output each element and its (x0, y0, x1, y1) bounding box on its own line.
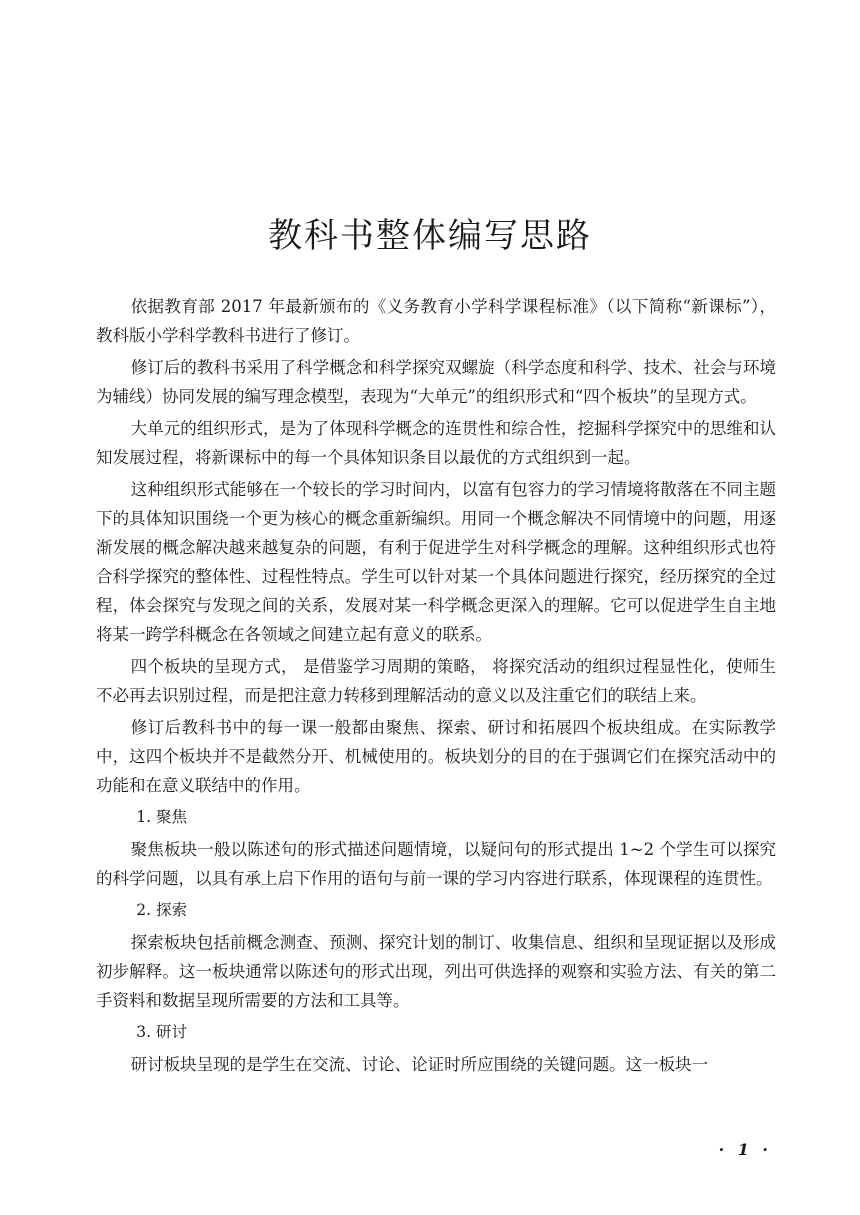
section-heading: 1. 聚焦 (136, 808, 188, 826)
paragraph: 四个板块的呈现方式， 是借鉴学习周期的策略， 将探究活动的组织过程显性化，使师生不必再去识别过程，而是把注意力转移到理解活动的意义以及注重它们的联结上来。 (96, 657, 776, 705)
paragraph: 修订后教科书中的每一课一般都由聚焦、探索、研讨和拓展四个板块组成。在实际教学中，这四个板块并不是截然分开、机械使用的。板块划分的目的在于强调它们在探究活动中的功能和在意义联结中的作用。 (96, 718, 776, 795)
paragraph: 修订后的教科书采用了科学概念和科学探究双螺旋（科学态度和科学、技术、社会与环境为辅线）协同发展的编写理念模型，表现为“大单元”的组织形式和“四个板块”的呈现方式。 (96, 358, 776, 406)
page-title: 教科书整体编写思路 (268, 216, 592, 256)
body-text (96, 292, 776, 1082)
section-heading: 3. 研讨 (136, 1023, 188, 1041)
page-number: · 1 · (718, 1140, 772, 1159)
paragraph: 探索板块包括前概念测查、预测、探究计划的制订、收集信息、组织和呈现证据以及形成初步解释。这一板块通常以陈述句的形式出现，列出可供选择的观察和实验方法、有关的第二手资料和数据呈现所需要的方法和工具等。 (96, 933, 776, 1010)
paragraph: 这种组织形式能够在一个较长的学习时间内，以富有包容力的学习情境将散落在不同主题下的具体知识围绕一个更为核心的概念重新编织。用同一个概念解决不同情境中的问题，用逐渐发展的概念解决越来越复杂的问题，有利于促进学生对科学概念的理解。这种组织形式也符合科学探究的整体性、过程性特点。学生可以针对某一个具体问题进行探究，经历探究的全过程，体会探究与发现之间的关系，发展对某一科学概念更深入的理解。它可以促进学生自主地将某一跨学科概念在各领域之间建立起有意义的联系。 (96, 480, 776, 644)
section-heading: 2. 探索 (136, 901, 188, 919)
paragraph: 研讨板块呈现的是学生在交流、讨论、论证时所应围绕的关键问题。这一板块一 (130, 1055, 709, 1074)
paragraph: 依据教育部 2017 年最新颁布的《义务教育小学科学课程标准》（以下简称“新课标”），教科版小学科学教科书进行了修订。 (96, 297, 776, 345)
paragraph: 大单元的组织形式，是为了体现科学概念的连贯性和综合性，挖掘科学探究中的思维和认知发展过程，将新课标中的每一个具体知识条目以最优的方式组织到一起。 (96, 419, 776, 467)
paragraph: 聚焦板块一般以陈述句的形式描述问题情境，以疑问句的形式提出 1~2 个学生可以探究的科学问题，以具有承上启下作用的语句与前一课的学习内容进行联系，体现课程的连贯性。 (96, 840, 776, 888)
